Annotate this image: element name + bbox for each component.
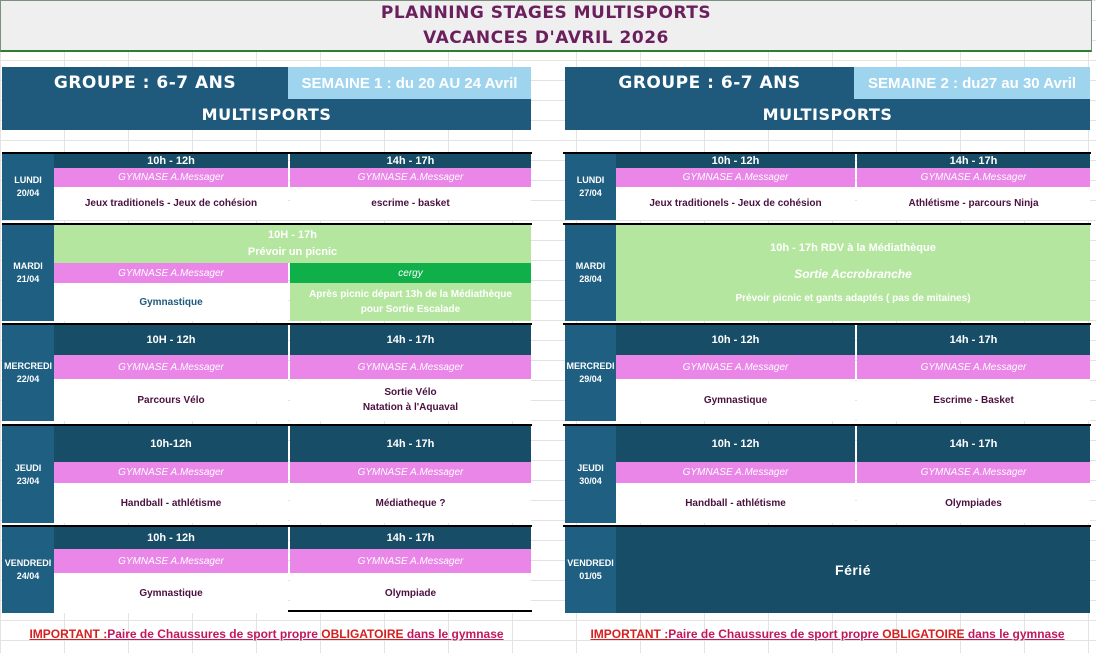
time-label: 10H - 12h — [146, 334, 196, 346]
w2-wed-am-venue — [616, 355, 855, 379]
day-date: 22/04 — [16, 374, 40, 384]
activity-label: Gymnastique — [703, 394, 768, 406]
w1-program-title — [2, 99, 531, 130]
time-label: 10h - 12h — [711, 334, 760, 346]
time-label: 10h - 12h — [147, 532, 195, 544]
w1-thu-am-venue — [54, 462, 288, 483]
w1-fri-pm-time — [290, 527, 531, 549]
important-label: IMPORTANT : — [590, 627, 669, 641]
activity-label: Parcours Vélo — [137, 394, 205, 406]
day-name: MARDI — [13, 261, 43, 271]
day-date: 20/04 — [16, 188, 40, 198]
w1-mon-pm-time — [290, 154, 531, 168]
w1-wed-pm-time — [290, 325, 531, 355]
w2-mon-am-time — [616, 154, 855, 168]
time-label: 14h - 17h — [949, 155, 998, 167]
w2-tue-full-day — [616, 225, 1090, 321]
w2-thu-am-activity — [616, 483, 855, 523]
w2-day-tue — [565, 225, 616, 321]
page-subtitle: VACANCES D'AVRIL 2026 — [423, 27, 669, 48]
activity-label: escrime - basket — [371, 198, 450, 209]
venue-label: GYMNASE A.Messager — [920, 361, 1027, 373]
activity-label: Natation à l'Aquaval — [362, 402, 459, 413]
w2-wed-pm-activity — [857, 379, 1090, 421]
w1-fri-am-venue — [54, 549, 288, 573]
important-text — [590, 627, 1064, 641]
day-name: MARDI — [575, 261, 606, 271]
time-label: 14h - 17h — [386, 334, 435, 346]
w2-important-note — [565, 622, 1090, 646]
venue-label: GYMNASE A.Messager — [118, 555, 224, 567]
day-name: MERCREDI — [566, 361, 615, 371]
page-title-box — [0, 0, 1092, 52]
w2-thu-am-venue — [616, 462, 855, 483]
time-label: 10H - 17h — [268, 229, 317, 241]
day-date: 24/04 — [16, 571, 40, 581]
activity-label: Gymnastique — [139, 587, 203, 599]
w1-mon-pm-activity — [290, 187, 531, 220]
time-label: 14h - 17h — [386, 155, 435, 167]
important-body: Paire de Chaussures de sport propre — [668, 627, 883, 641]
venue-label: GYMNASE A.Messager — [920, 172, 1027, 183]
time-label: 14h - 17h — [949, 334, 998, 346]
w1-group-title — [2, 67, 288, 99]
w1-day-mon — [2, 154, 54, 220]
w2-fri-holiday — [616, 527, 1090, 613]
day-name: JEUDI — [577, 462, 604, 473]
venue-label: GYMNASE A.Messager — [682, 467, 789, 478]
important-body: Paire de Chaussures de sport propre — [107, 627, 322, 641]
w2-mon-pm-activity — [857, 187, 1090, 220]
w1-important-note — [2, 622, 531, 646]
note-label: Prévoir picnic et gants adaptés ( pas de mitaines) — [735, 293, 971, 304]
important-tail: dans le gymnase — [403, 627, 504, 641]
day-date: 30/04 — [579, 475, 602, 486]
w1-wed-am-time — [54, 325, 288, 355]
time-label: 10h - 12h — [147, 155, 195, 167]
w1-mon-am-time — [54, 154, 288, 168]
venue-label: GYMNASE A.Messager — [118, 467, 224, 478]
w1-mon-am-activity — [54, 187, 288, 220]
time-label: 14h - 17h — [386, 438, 435, 450]
outing-label: Sortie Accrobranche — [794, 267, 912, 281]
activity-label: Handball - athlétisme — [120, 497, 222, 509]
venue-label: GYMNASE A.Messager — [682, 172, 789, 183]
activity-label: Escrime - Basket — [933, 394, 1014, 406]
w2-mon-am-venue — [616, 168, 855, 187]
note-label: Prévoir un picnic — [247, 246, 338, 258]
w2-mon-pm-time — [857, 154, 1090, 168]
activity-label: Athlétisme - parcours Ninja — [908, 198, 1039, 209]
day-name: LUNDI — [576, 175, 605, 185]
w2-wed-pm-time — [857, 325, 1090, 355]
w2-thu-am-time — [616, 426, 855, 462]
activity-label: Jeux traditionels - Jeux de cohésion — [84, 198, 258, 209]
w2-day-mon — [565, 154, 616, 220]
w1-wed-pm-venue — [290, 355, 531, 379]
w2-thu-pm-activity — [857, 483, 1090, 523]
time-label: 10h-12h — [150, 438, 192, 450]
time-label: 10h - 17h RDV à la Médiathèque — [770, 242, 936, 254]
w1-wed-am-venue — [54, 355, 288, 379]
w1-tue-full-day — [54, 225, 531, 263]
activity-label: Médiatheque ? — [375, 497, 446, 509]
w1-day-wed — [2, 325, 54, 421]
day-date: 01/05 — [579, 571, 602, 581]
w1-wed-am-activity — [54, 379, 288, 421]
w2-week-box — [854, 67, 1090, 99]
activity-label: Jeux traditionels - Jeux de cohésion — [649, 198, 822, 209]
day-date: 29/04 — [579, 374, 602, 384]
w2-mon-pm-venue — [857, 168, 1090, 187]
venue-label: GYMNASE A.Messager — [682, 361, 789, 373]
day-date: 23/04 — [16, 475, 40, 486]
day-name: MERCREDI — [3, 361, 52, 371]
w1-program-label: MULTISPORTS — [201, 105, 332, 124]
w1-week-label: SEMAINE 1 : du 20 AU 24 Avril — [301, 74, 518, 92]
w2-day-fri — [565, 527, 616, 613]
venue-label: GYMNASE A.Messager — [357, 361, 464, 373]
activity-label: Gymnastique — [139, 296, 203, 308]
w2-day-wed — [565, 325, 616, 421]
important-strong: OBLIGATOIRE — [882, 627, 965, 641]
holiday-label: Férié — [835, 562, 871, 578]
w1-day-tue — [2, 225, 54, 321]
day-date: 27/04 — [579, 188, 602, 198]
w2-day-thu — [565, 426, 616, 523]
important-label: IMPORTANT : — [29, 627, 108, 641]
time-label: 14h - 17h — [386, 532, 435, 544]
w1-tue-am-activity — [54, 283, 288, 321]
w1-group-label: GROUPE : 6-7 ANS — [53, 73, 237, 93]
w1-wed-pm-activity — [290, 379, 531, 421]
w2-thu-pm-venue — [857, 462, 1090, 483]
w1-fri-pm-venue — [290, 549, 531, 573]
time-label: 14h - 17h — [949, 438, 998, 450]
w2-mon-am-activity — [616, 187, 855, 220]
day-date: 21/04 — [16, 274, 40, 284]
w1-thu-pm-time — [290, 426, 531, 462]
w1-tue-am-venue — [54, 263, 288, 283]
w1-thu-pm-venue — [290, 462, 531, 483]
activity-label: Après picnic départ 13h de la Médiathèque — [309, 289, 512, 300]
w2-wed-am-activity — [616, 379, 855, 421]
venue-label: GYMNASE A.Messager — [357, 467, 464, 478]
w1-week-box — [288, 67, 531, 99]
day-name: LUNDI — [14, 175, 42, 185]
venue-label: GYMNASE A.Messager — [357, 172, 464, 183]
venue-label: cergy — [398, 267, 423, 279]
activity-label: Olympiades — [945, 497, 1002, 509]
w2-wed-am-time — [616, 325, 855, 355]
venue-label: GYMNASE A.Messager — [118, 267, 224, 279]
w1-day-fri — [2, 527, 54, 613]
w1-day-thu — [2, 426, 54, 523]
time-label: 10h - 12h — [711, 438, 760, 450]
venue-label: GYMNASE A.Messager — [357, 555, 464, 567]
w1-mon-pm-venue — [290, 168, 531, 187]
w2-wed-pm-venue — [857, 355, 1090, 379]
time-label: 10h - 12h — [711, 155, 760, 167]
venue-label: GYMNASE A.Messager — [920, 467, 1027, 478]
w2-thu-pm-time — [857, 426, 1090, 462]
activity-label: Handball - athlétisme — [685, 497, 786, 509]
day-date: 28/04 — [579, 274, 602, 284]
day-name: JEUDI — [14, 462, 42, 473]
w1-fri-am-activity — [54, 573, 288, 613]
w1-tue-pm-venue — [290, 263, 531, 283]
day-name: VENDREDI — [4, 558, 52, 568]
w2-group-label: GROUPE : 6-7 ANS — [618, 73, 801, 93]
w1-thu-am-activity — [54, 483, 288, 523]
w1-mon-am-venue — [54, 168, 288, 187]
w1-fri-am-time — [54, 527, 288, 549]
important-tail: dans le gymnase — [964, 627, 1065, 641]
w1-thu-pm-activity — [290, 483, 531, 523]
venue-label: GYMNASE A.Messager — [118, 361, 224, 373]
w2-program-title — [565, 99, 1090, 130]
activity-label: Sortie Vélo — [384, 387, 437, 398]
w2-group-title — [565, 67, 854, 99]
w2-week-label: SEMAINE 2 : du27 au 30 Avril — [867, 74, 1077, 92]
venue-label: GYMNASE A.Messager — [118, 172, 224, 183]
activity-label: pour Sortie Escalade — [360, 304, 461, 315]
page-title: PLANNING STAGES MULTISPORTS — [380, 2, 712, 23]
w1-tue-pm-activity — [290, 283, 531, 321]
important-strong: OBLIGATOIRE — [321, 627, 404, 641]
divider — [288, 610, 532, 612]
day-name: VENDREDI — [567, 558, 614, 568]
important-text — [29, 627, 503, 641]
activity-label: Olympiade — [384, 587, 437, 599]
w1-thu-am-time — [54, 426, 288, 462]
w2-program-label: MULTISPORTS — [762, 105, 893, 124]
w1-fri-pm-activity — [290, 573, 531, 613]
